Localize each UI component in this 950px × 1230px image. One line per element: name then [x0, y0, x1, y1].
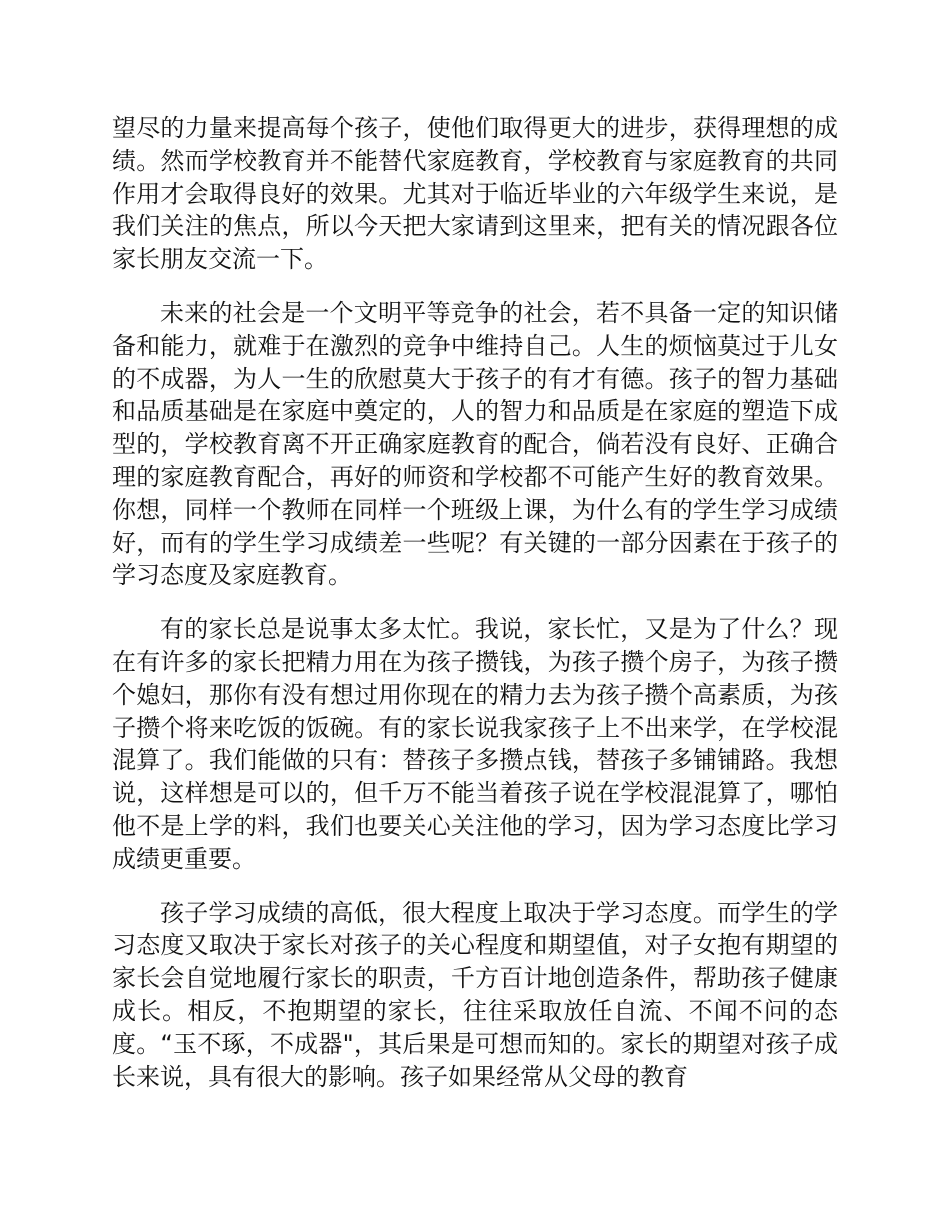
paragraph-4: 孩子学习成绩的高低，很大程度上取决于学习态度。而学生的学习态度又取决于家长对孩子的关心程度和期望值，对子女抱有期望的家长会自觉地履行家长的职责，千方百计地创造条件，帮助孩子健康成长。相反，不抱期望的家长，往往采取放任自流、不闻不问的态度。“玉不琢，不成器"，其后果是可想而知的。家长的期望对孩子成长来说，具有很大的影响。孩子如果经常从父母的教育: [112, 898, 838, 1091]
document-page: [112, 112, 838, 1093]
paragraph-2: 未来的社会是一个文明平等竞争的社会，若不具备一定的知识储备和能力，就难于在激烈的竞争中维持自己。人生的烦恼莫过于儿女的不成器，为人一生的欣慰莫大于孩子的有才有德。孩子的智力基础和品质基础是在家庭中奠定的，人的智力和品质是在家庭的塑造下成型的，学校教育离不开正确家庭教育的配合，倘若没有良好、正确合理的家庭教育配合，再好的师资和学校都不可能产生好的教育效果。你想，同样一个教师在同样一个班级上课，为什么有的学生学习成绩好，而有的学生学习成绩差一些呢？有关键的一部分因素在于孩子的学习态度及家庭教育。: [112, 298, 838, 590]
paragraph-3: 有的家长总是说事太多太忙。我说，家长忙，又是为了什么？现在有许多的家长把精力用在为孩子攒钱，为孩子攒个房子，为孩子攒个媳妇，那你有没有想过用你现在的精力去为孩子攒个高素质，为孩子攒个将来吃饭的饭碗。有的家长说我家孩子上不出来学，在学校混混算了。我们能做的只有：替孩子多攒点钱，替孩子多铺铺路。我想说，这样想是可以的，但千万不能当着孩子说在学校混混算了，哪怕他不是上学的料，我们也要关心关注他的学习，因为学习态度比学习成绩更重要。: [112, 615, 838, 873]
paragraph-1: 望尽的力量来提高每个孩子，使他们取得更大的进步，获得理想的成绩。然而学校教育并不能替代家庭教育，学校教育与家庭教育的共同作用才会取得良好的效果。尤其对于临近毕业的六年级学生来说，是我们关注的焦点，所以今天把大家请到这里来，把有关的情况跟各位家长朋友交流一下。: [112, 114, 838, 274]
